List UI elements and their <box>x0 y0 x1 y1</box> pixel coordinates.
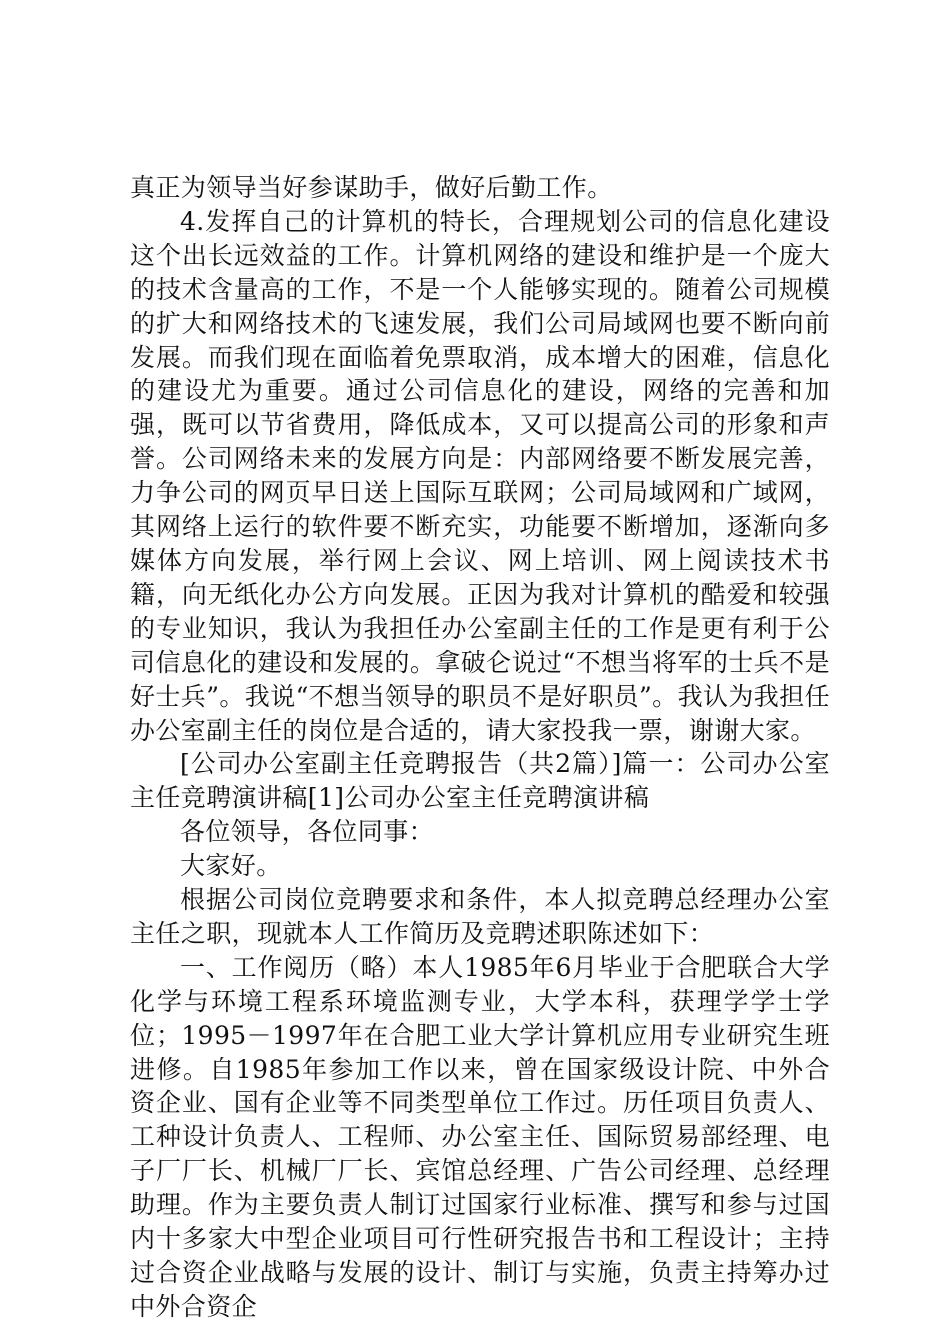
paragraph-7: 一、工作阅历（略）本人1985年6月毕业于合肥联合大学化学与环境工程系环境监测专业，大学本科，获理学学士学位；1995－1997年在合肥工业大学计算机应用专业研究生班进修。自1985年参加工作以来，曾在国家级设计院、中外合资企业、国有企业等不同类型单位工作过。历任项目负责人、工种设计负责人、工程师、办公室主任、国际贸易部经理、电子厂厂长、机械厂厂长、宾馆总经理、广告公司经理、总经理助理。作为主要负责人制订过国家行业标准、撰写和参与过国内十多家大中型企业项目可行性研究报告书和工程设计；主持过合资企业战略与发展的设计、制订与实施，负责主持筹办过中外合资企 <box>130 952 830 1321</box>
paragraph-2: 4.发挥自己的计算机的特长，合理规划公司的信息化建设这个出长远效益的工作。计算机网络的建设和维护是一个庞大的技术含量高的工作，不是一个人能够实现的。随着公司规模的扩大和网络技术的飞速发展，我们公司局域网也要不断向前发展。而我们现在面临着免票取消，成本增大的困难，信息化的建设尤为重要。通过公司信息化的建设，网络的完善和加强，既可以节省费用，降低成本，又可以提高公司的形象和声誉。公司网络未来的发展方向是：内部网络要不断发展完善，力争公司的网页早日送上国际互联网；公司局域网和广域网，其网络上运行的软件要不断充实，功能要不断增加，逐渐向多媒体方向发展，举行网上会议、网上培训、网上阅读技术书籍，向无纸化办公方向发展。正因为我对计算机的酷爱和较强的专业知识，我认为我担任办公室副主任的工作是更有利于公司信息化的建设和发展的。拿破仑说过“不想当将军的士兵不是好士兵”。我说“不想当领导的职员不是好职员”。我认为我担任办公室副主任的岗位是合适的，请大家投我一票，谢谢大家。 <box>130 206 830 745</box>
paragraph-4: 各位领导，各位同事： <box>180 817 435 847</box>
paragraph-5: 大家好。 <box>180 851 282 881</box>
paragraph-6: 根据公司岗位竞聘要求和条件，本人拟竞聘总经理办公室主任之职，现就本人工作简历及竞聘述职陈述如下： <box>130 885 830 948</box>
paragraph-3: [公司办公室副主任竞聘报告（共2篇）]篇一：公司办公室主任竞聘演讲稿[1]公司办公室主任竞聘演讲稿 <box>130 749 830 813</box>
document-body <box>130 171 830 1324</box>
paragraph-1: 真正为领导当好参谋助手，做好后勤工作。 <box>130 173 613 202</box>
